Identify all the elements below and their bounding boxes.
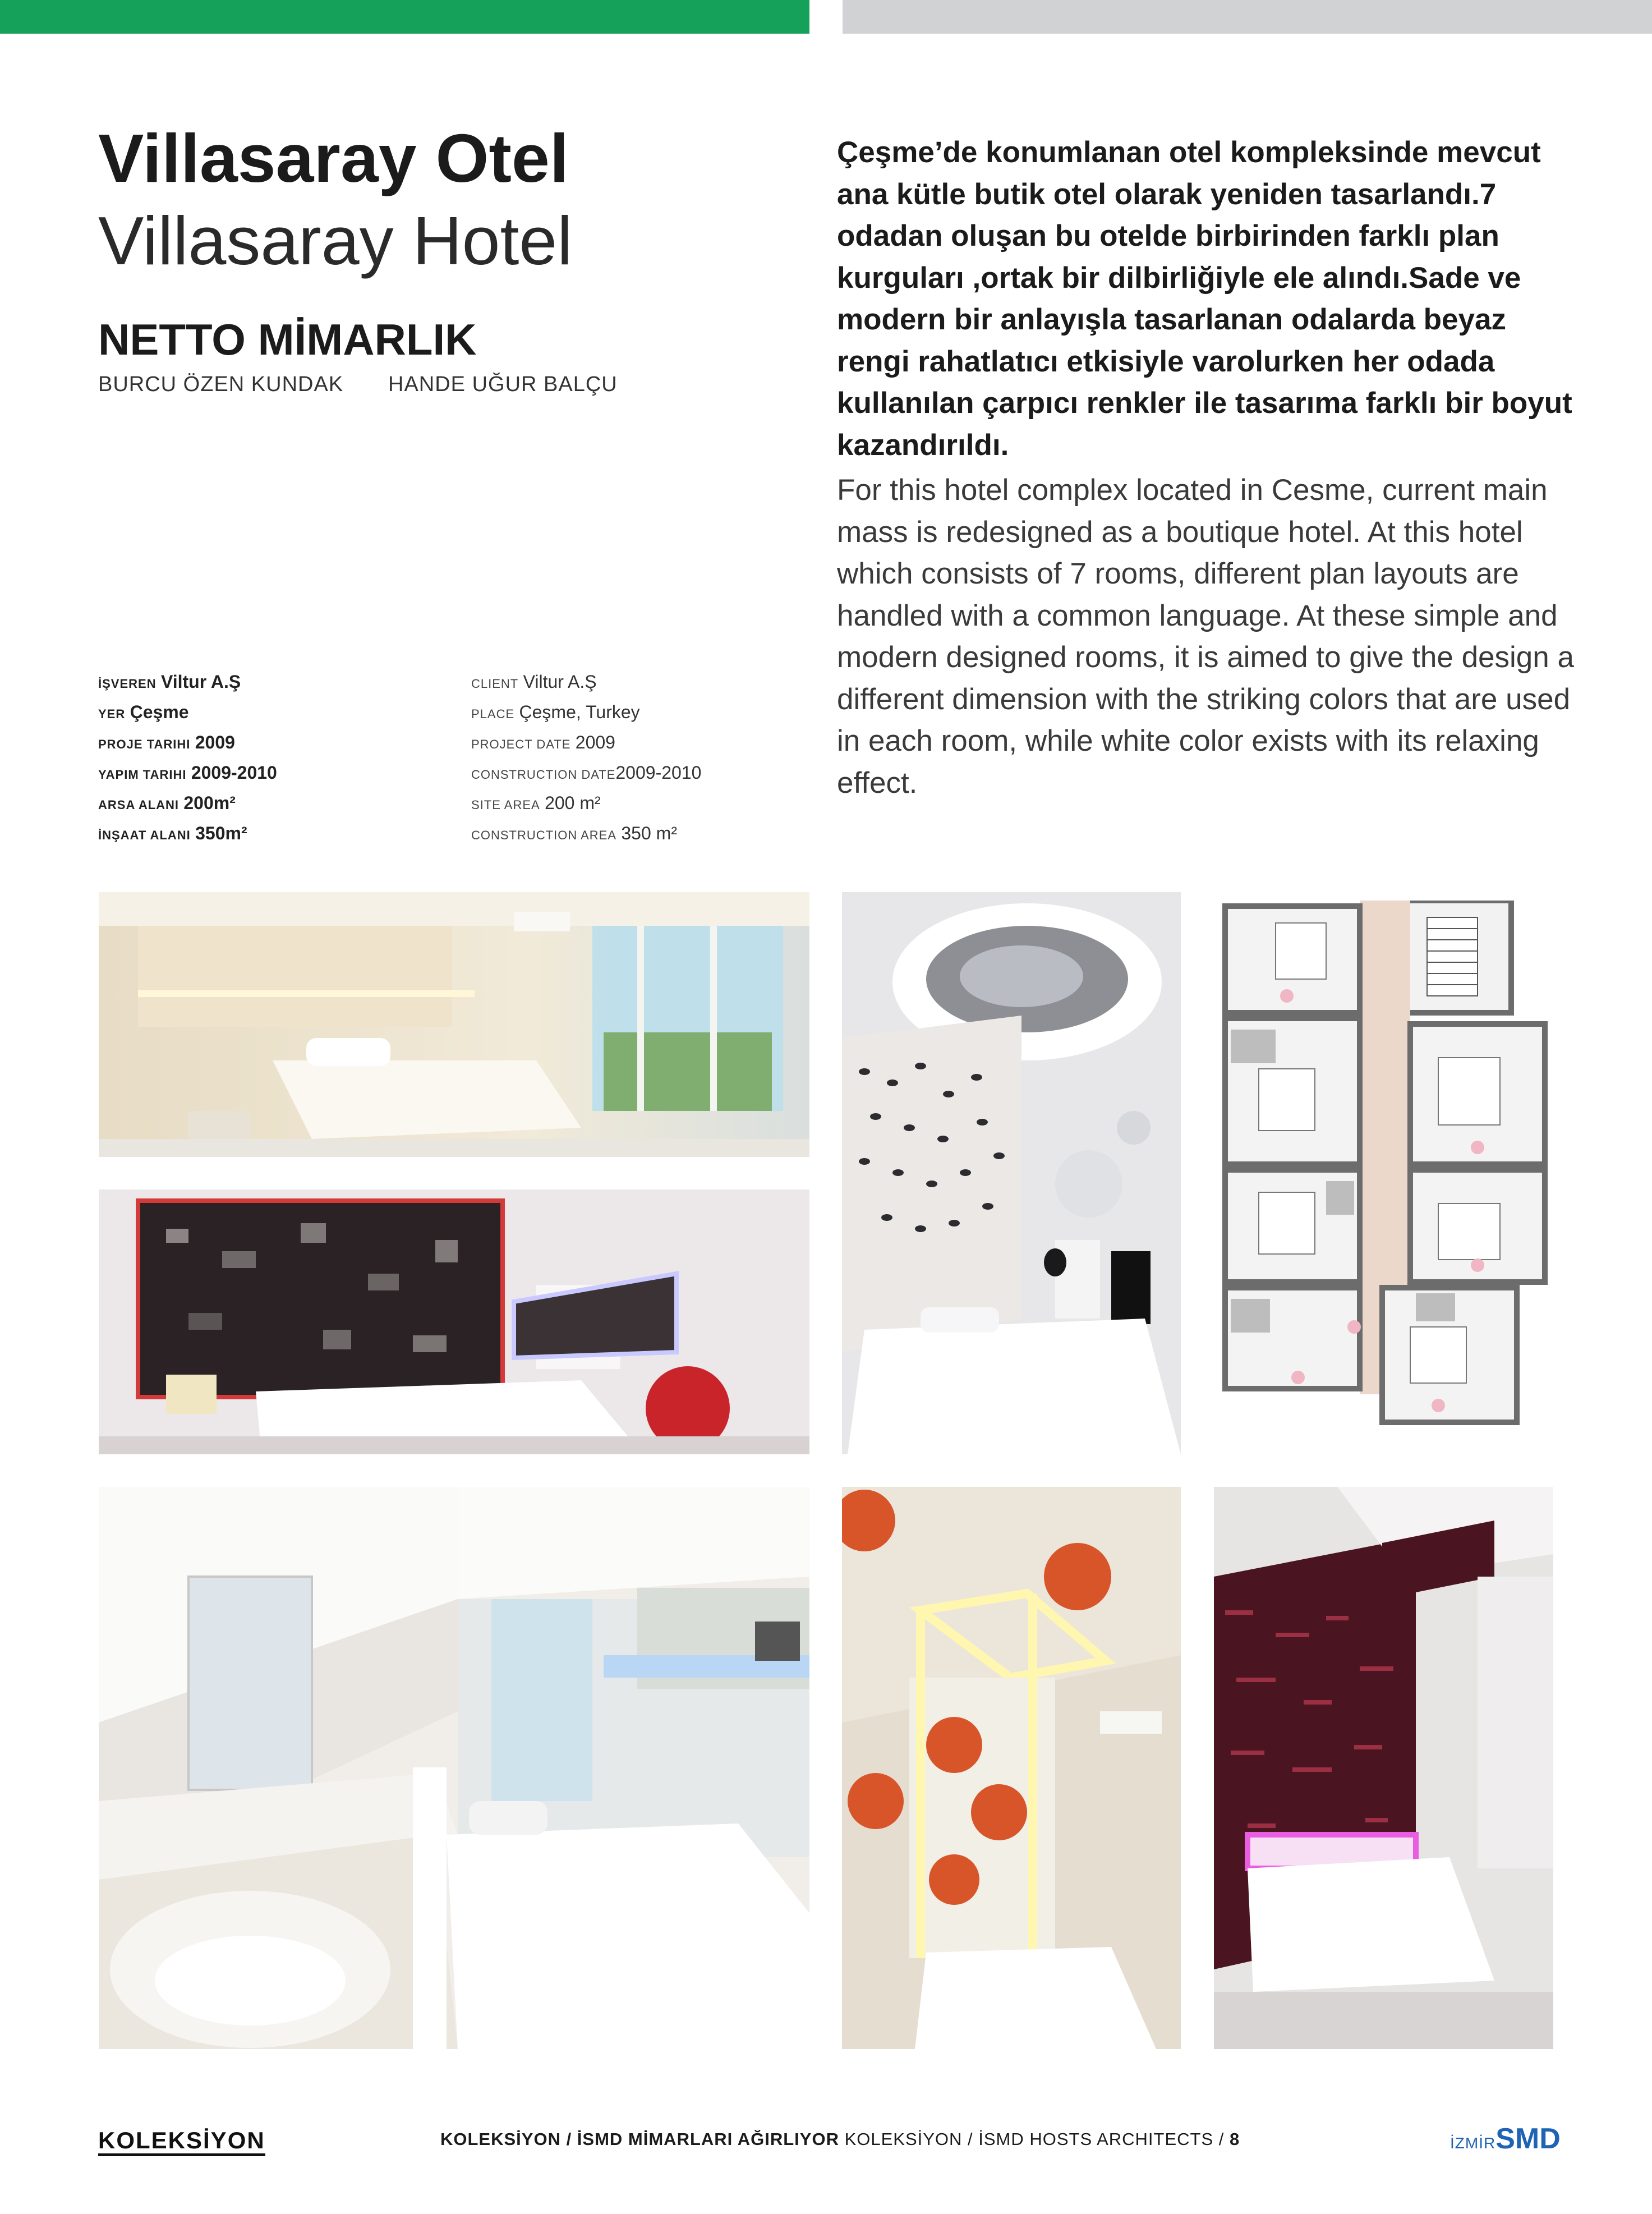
info-row: YAPIM TARIHI 2009-2010 bbox=[98, 763, 277, 783]
info-row: ARSA ALANI 200m² bbox=[98, 793, 236, 813]
photo-room-jacuzzi bbox=[99, 1487, 809, 2049]
architect-name-2: HANDE UĞUR BALÇU bbox=[388, 373, 618, 396]
floor-plan-drawing bbox=[1214, 901, 1553, 1445]
info-row: SITE AREA 200 m² bbox=[471, 793, 601, 813]
info-row: CLIENT Viltur A.Ş bbox=[471, 672, 597, 692]
info-row: PROJECT DATE 2009 bbox=[471, 732, 615, 752]
title-turkish: Villasaray Otel bbox=[98, 120, 569, 196]
info-row: İNŞAAT ALANI 350m² bbox=[98, 823, 247, 843]
photo-room-pink-light bbox=[1214, 1487, 1553, 2049]
page-number: 8 bbox=[1229, 2129, 1240, 2149]
koleksiyon-logo: KOLEKSİYON bbox=[98, 2127, 265, 2154]
info-list-en bbox=[471, 668, 701, 849]
footer-running-title: KOLEKSİYON / İSMD MİMARLARI AĞIRLIYOR KOLEKSİYON / İSMD HOSTS ARCHITECTS / 8 bbox=[440, 2129, 1240, 2149]
info-row: İŞVEREN Viltur A.Ş bbox=[98, 672, 241, 692]
info-row: CONSTRUCTION DATE2009-2010 bbox=[471, 763, 702, 783]
photo-room-dark-wall bbox=[99, 1189, 809, 1454]
architect-name-1: BURCU ÖZEN KUNDAK bbox=[98, 373, 344, 396]
title-english: Villasaray Hotel bbox=[98, 203, 573, 279]
info-row: PLACE Çeşme, Turkey bbox=[471, 702, 640, 722]
info-row: YER Çeşme bbox=[98, 702, 189, 722]
photo-room-orange-dots bbox=[842, 1487, 1181, 2049]
info-list-tr bbox=[98, 668, 277, 849]
info-row: PROJE TARIHI 2009 bbox=[98, 732, 235, 752]
description-turkish: Çeşme’de konumlanan otel kompleksinde mevcut ana kütle butik otel olarak yeniden tasarlandı.7 odadan oluşan bu otelde birbirinden farklı plan kurguları ,ortak bir dilbirliğiyle ele alındı.Sade ve modern bir anlayışla tasarlanan odalarda beyaz rengi rahatlatıcı etkisiyle varolurken her odada kullanılan çarpıcı renkler ile tasarıma farklı bir boyut kazandırıldı. bbox=[837, 136, 1572, 462]
izmir-smd-logo: İZMİRSMD bbox=[1450, 2123, 1561, 2155]
firm-name: NETTO MİMARLIK bbox=[98, 315, 477, 364]
description-english: For this hotel complex located in Cesme, current main mass is redesigned as a boutique hotel. At this hotel which consists of 7 rooms, different plan layouts are handled with a common language. At these simple and modern designed rooms, it is aimed to give the design a different dimension with the striking colors that are used in each room, while white color exists with its relaxing effect. bbox=[837, 474, 1574, 800]
photo-room-mirror-ceiling bbox=[842, 892, 1181, 1454]
photo-room-cream bbox=[99, 892, 809, 1157]
info-row: CONSTRUCTION AREA 350 m² bbox=[471, 823, 677, 843]
top-bar-grey bbox=[843, 0, 1652, 34]
top-bar-green bbox=[0, 0, 809, 34]
